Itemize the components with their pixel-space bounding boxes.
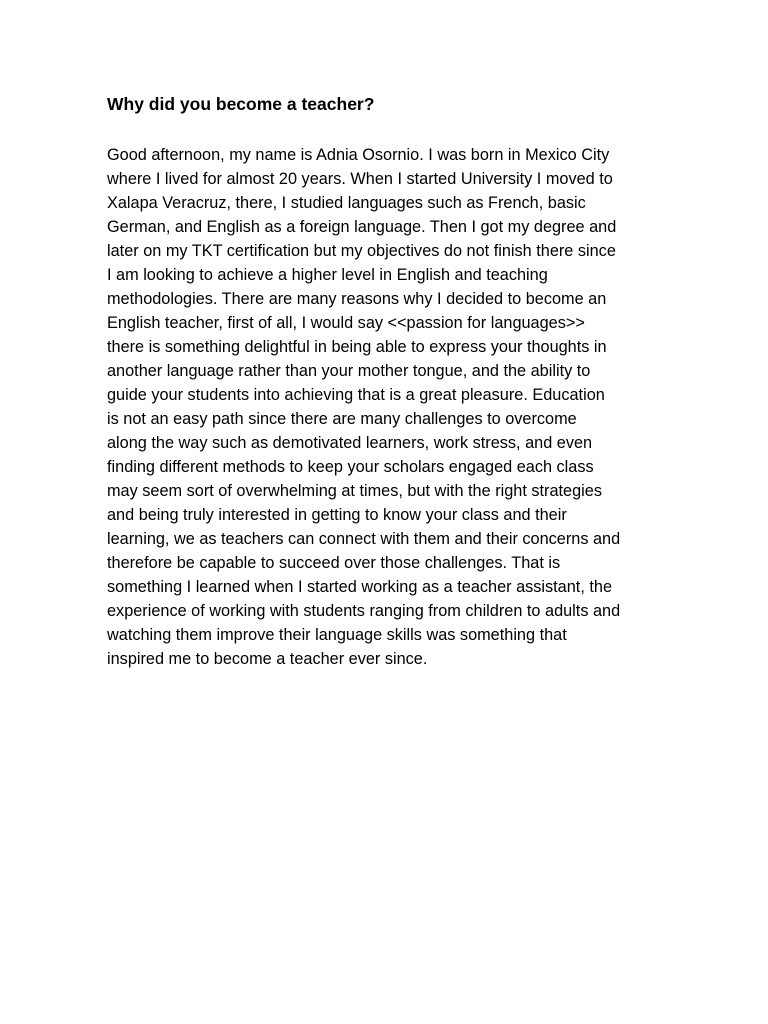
body-line: guide your students into achieving that is a great pleasure. Education <box>107 386 605 404</box>
body-line: where I lived for almost 20 years. When I started University I moved to <box>107 170 613 188</box>
body-line: methodologies. There are many reasons why I decided to become an <box>107 290 607 308</box>
document-body <box>107 143 687 671</box>
body-line: and being truly interested in getting to know your class and their <box>107 506 567 524</box>
body-line: watching them improve their language skills was something that <box>107 626 567 644</box>
body-line: Good afternoon, my name is Adnia Osornio. I was born in Mexico City <box>107 146 610 164</box>
body-line: is not an easy path since there are many challenges to overcome <box>107 410 577 428</box>
body-line: Xalapa Veracruz, there, I studied languages such as French, basic <box>107 194 586 212</box>
body-line: later on my TKT certification but my objectives do not finish there since <box>107 242 616 260</box>
body-line: I am looking to achieve a higher level in English and teaching <box>107 266 548 284</box>
body-line: learning, we as teachers can connect with them and their concerns and <box>107 530 621 548</box>
body-line: German, and English as a foreign language. Then I got my degree and <box>107 218 617 236</box>
body-line: English teacher, first of all, I would say <<passion for languages>> <box>107 314 585 332</box>
body-line: along the way such as demotivated learners, work stress, and even <box>107 434 593 452</box>
body-line: finding different methods to keep your scholars engaged each class <box>107 458 594 476</box>
body-line: inspired me to become a teacher ever since. <box>107 650 428 668</box>
body-line: something I learned when I started working as a teacher assistant, the <box>107 578 612 596</box>
body-line: therefore be capable to succeed over those challenges. That is <box>107 554 561 572</box>
document-title: Why did you become a teacher? <box>107 94 375 114</box>
body-line: there is something delightful in being able to express your thoughts in <box>107 338 607 356</box>
body-line: may seem sort of overwhelming at times, but with the right strategies <box>107 482 602 500</box>
body-line: experience of working with students ranging from children to adults and <box>107 602 621 620</box>
body-line: another language rather than your mother tongue, and the ability to <box>107 362 591 380</box>
